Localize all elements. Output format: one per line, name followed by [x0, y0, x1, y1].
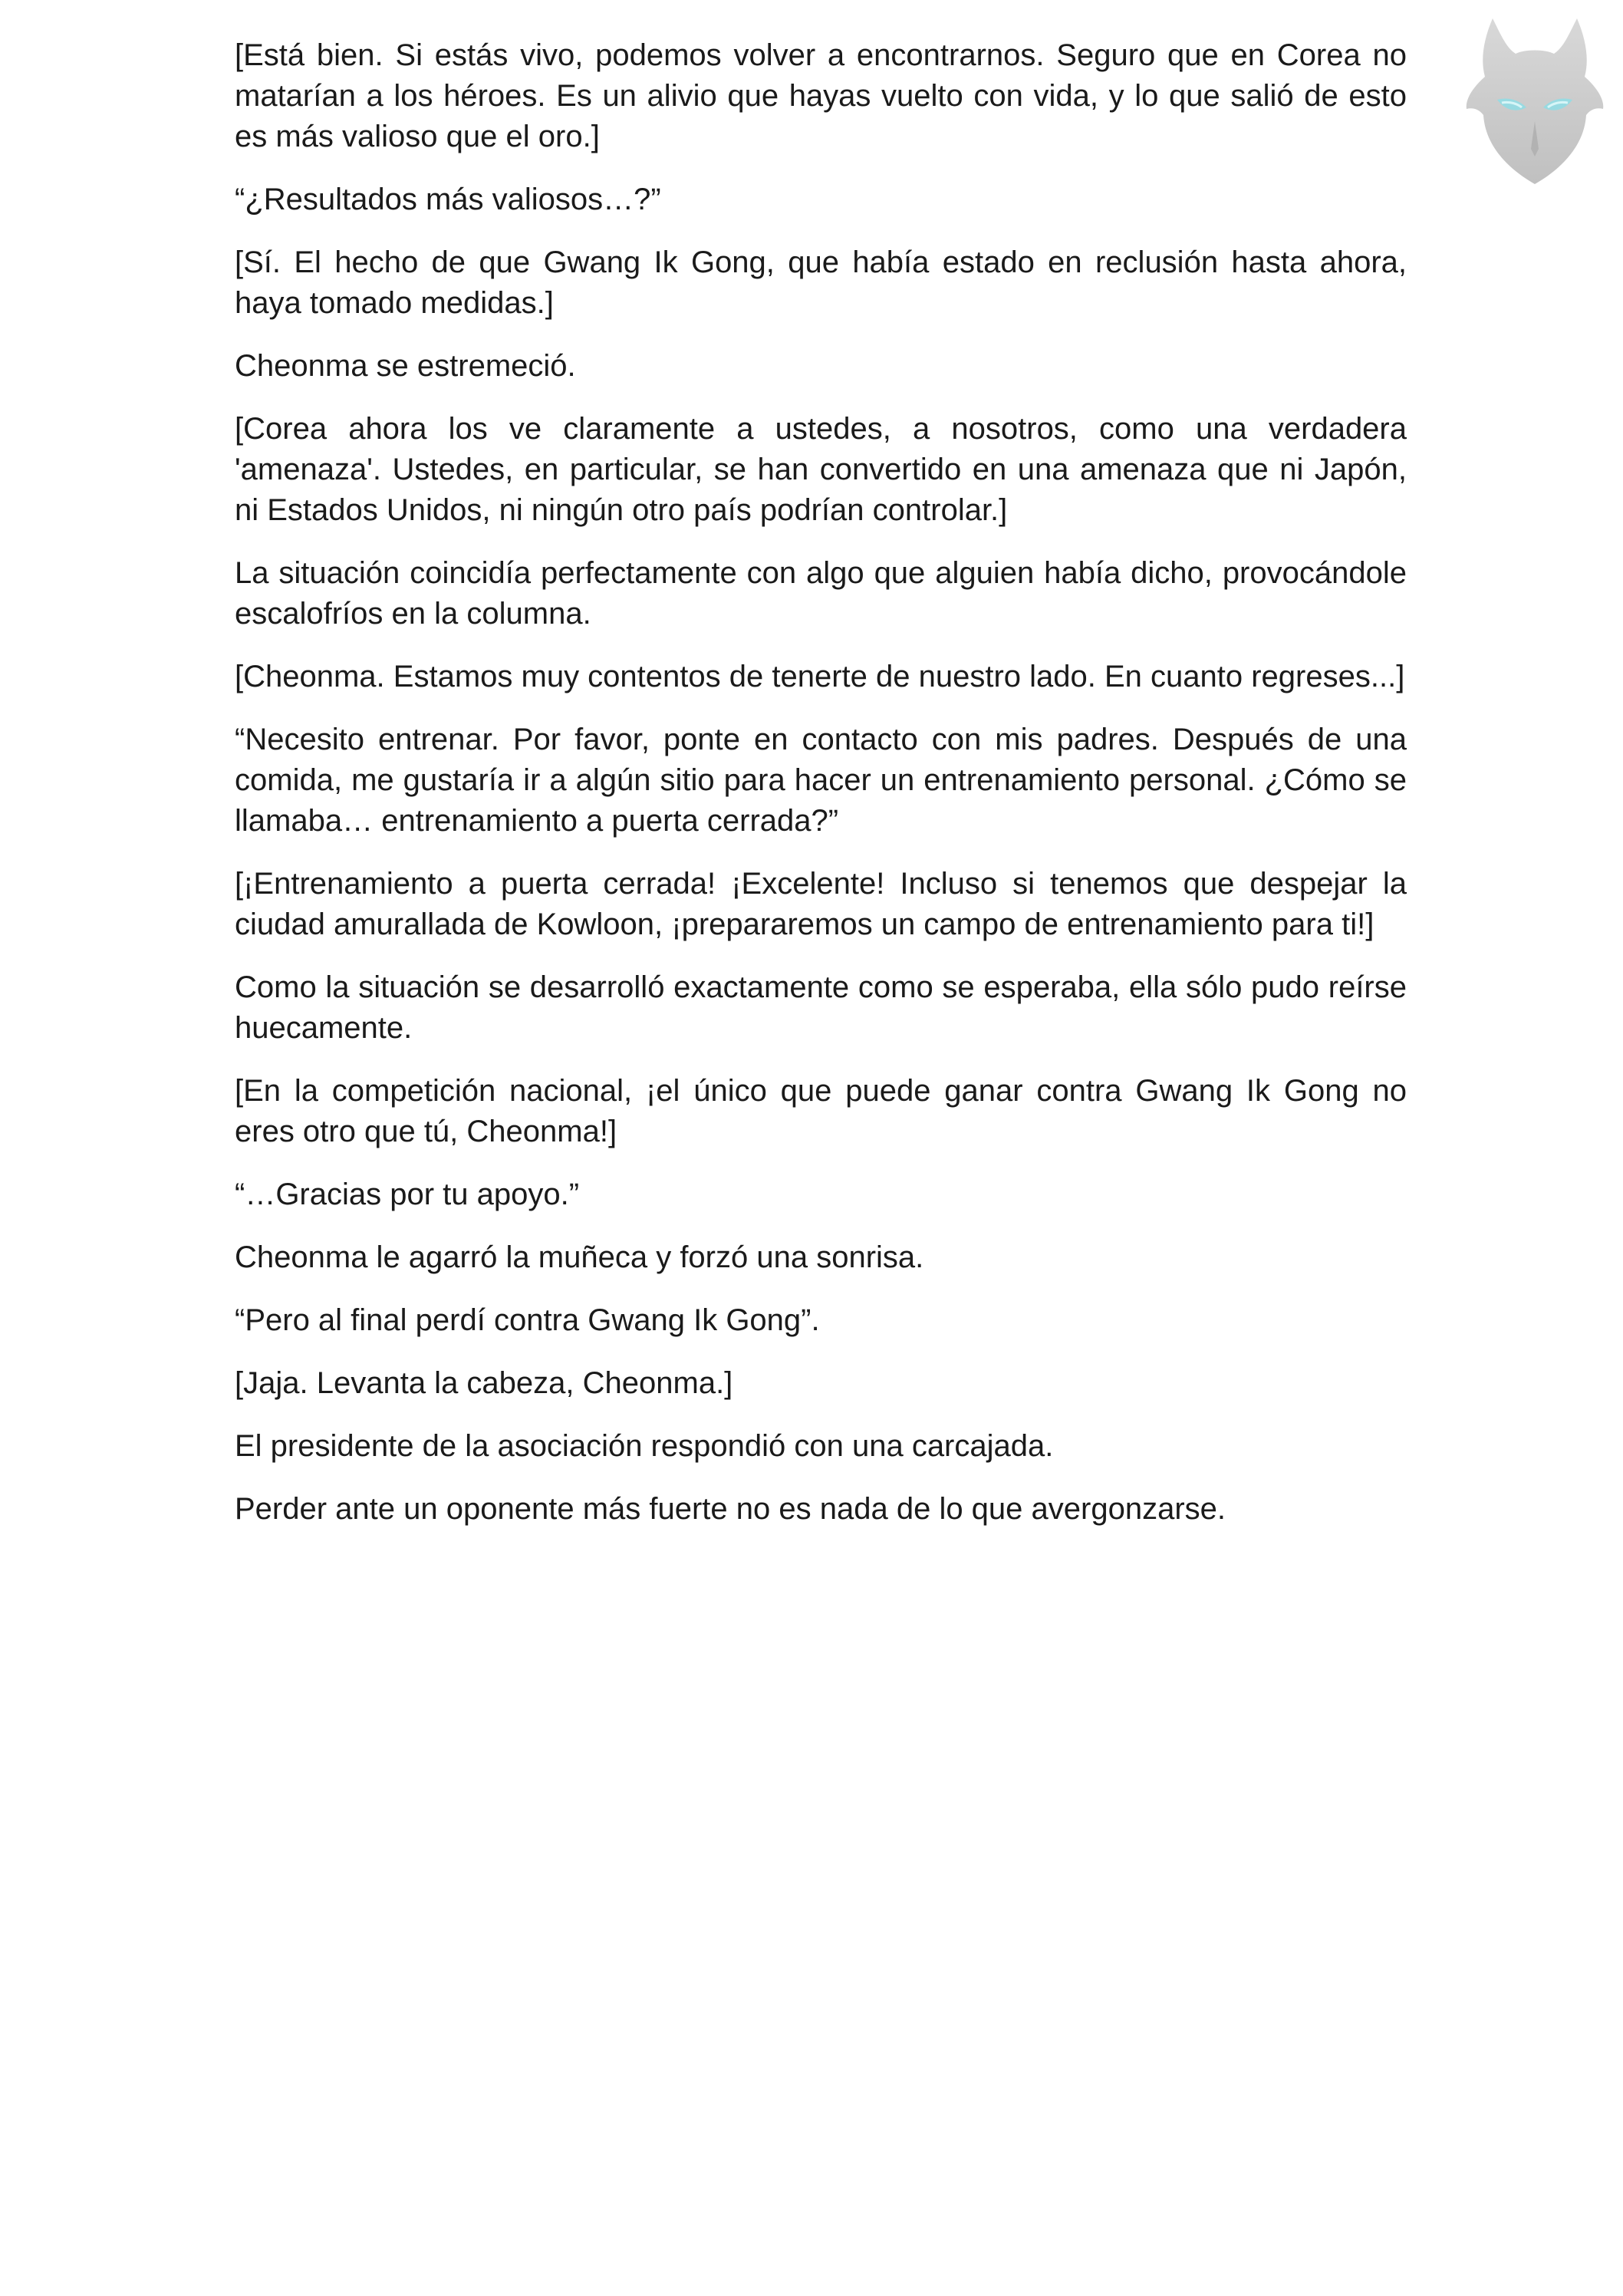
- paragraph: [Corea ahora los ve claramente a ustedes, a nosotros, como una verdadera 'amenaza'. Ustedes, en particular, se han convertido en una amenaza que ni Japón, ni Estados Unidos, ni ningún otro país podrían controlar.]: [235, 412, 1407, 527]
- paragraph: “¿Resultados más valiosos…?”: [235, 183, 661, 216]
- paragraph: “Pero al final perdí contra Gwang Ik Gong”.: [235, 1303, 820, 1337]
- paragraph: [Está bien. Si estás vivo, podemos volver a encontrarnos. Seguro que en Corea no matarían a los héroes. Es un alivio que hayas vuelto con vida, y lo que salió de esto es más valioso que el oro.]: [235, 38, 1407, 153]
- paragraph: [Cheonma. Estamos muy contentos de tenerte de nuestro lado. En cuanto regreses...]: [235, 660, 1405, 693]
- paragraph: Cheonma le agarró la muñeca y forzó una sonrisa.: [235, 1240, 924, 1274]
- paragraph: Cheonma se estremeció.: [235, 349, 576, 383]
- body-text: [235, 35, 1407, 1552]
- paragraph: “Necesito entrenar. Por favor, ponte en contacto con mis padres. Después de una comida, me gustaría ir a algún sitio para hacer un entrenamiento personal. ¿Cómo se llamaba… entrenamiento a puerta cerrada?”: [235, 723, 1407, 838]
- paragraph: La situación coincidía perfectamente con algo que alguien había dicho, provocándole escalofríos en la columna.: [235, 556, 1407, 631]
- demon-head-logo-icon: [1462, 14, 1608, 190]
- paragraph: [Jaja. Levanta la cabeza, Cheonma.]: [235, 1366, 733, 1400]
- paragraph: El presidente de la asociación respondió con una carcajada.: [235, 1429, 1054, 1463]
- paragraph: [Sí. El hecho de que Gwang Ik Gong, que había estado en reclusión hasta ahora, haya tomado medidas.]: [235, 245, 1407, 320]
- paragraph: Perder ante un oponente más fuerte no es nada de lo que avergonzarse.: [235, 1492, 1226, 1526]
- paragraph: Como la situación se desarrolló exactamente como se esperaba, ella sólo pudo reírse huecamente.: [235, 970, 1407, 1045]
- paragraph: “…Gracias por tu apoyo.”: [235, 1178, 580, 1211]
- paragraph: [¡Entrenamiento a puerta cerrada! ¡Excelente! Incluso si tenemos que despejar la ciudad amurallada de Kowloon, ¡prepararemos un campo de entrenamiento para ti!]: [235, 867, 1407, 941]
- paragraph: [En la competición nacional, ¡el único que puede ganar contra Gwang Ik Gong no eres otro que tú, Cheonma!]: [235, 1074, 1407, 1148]
